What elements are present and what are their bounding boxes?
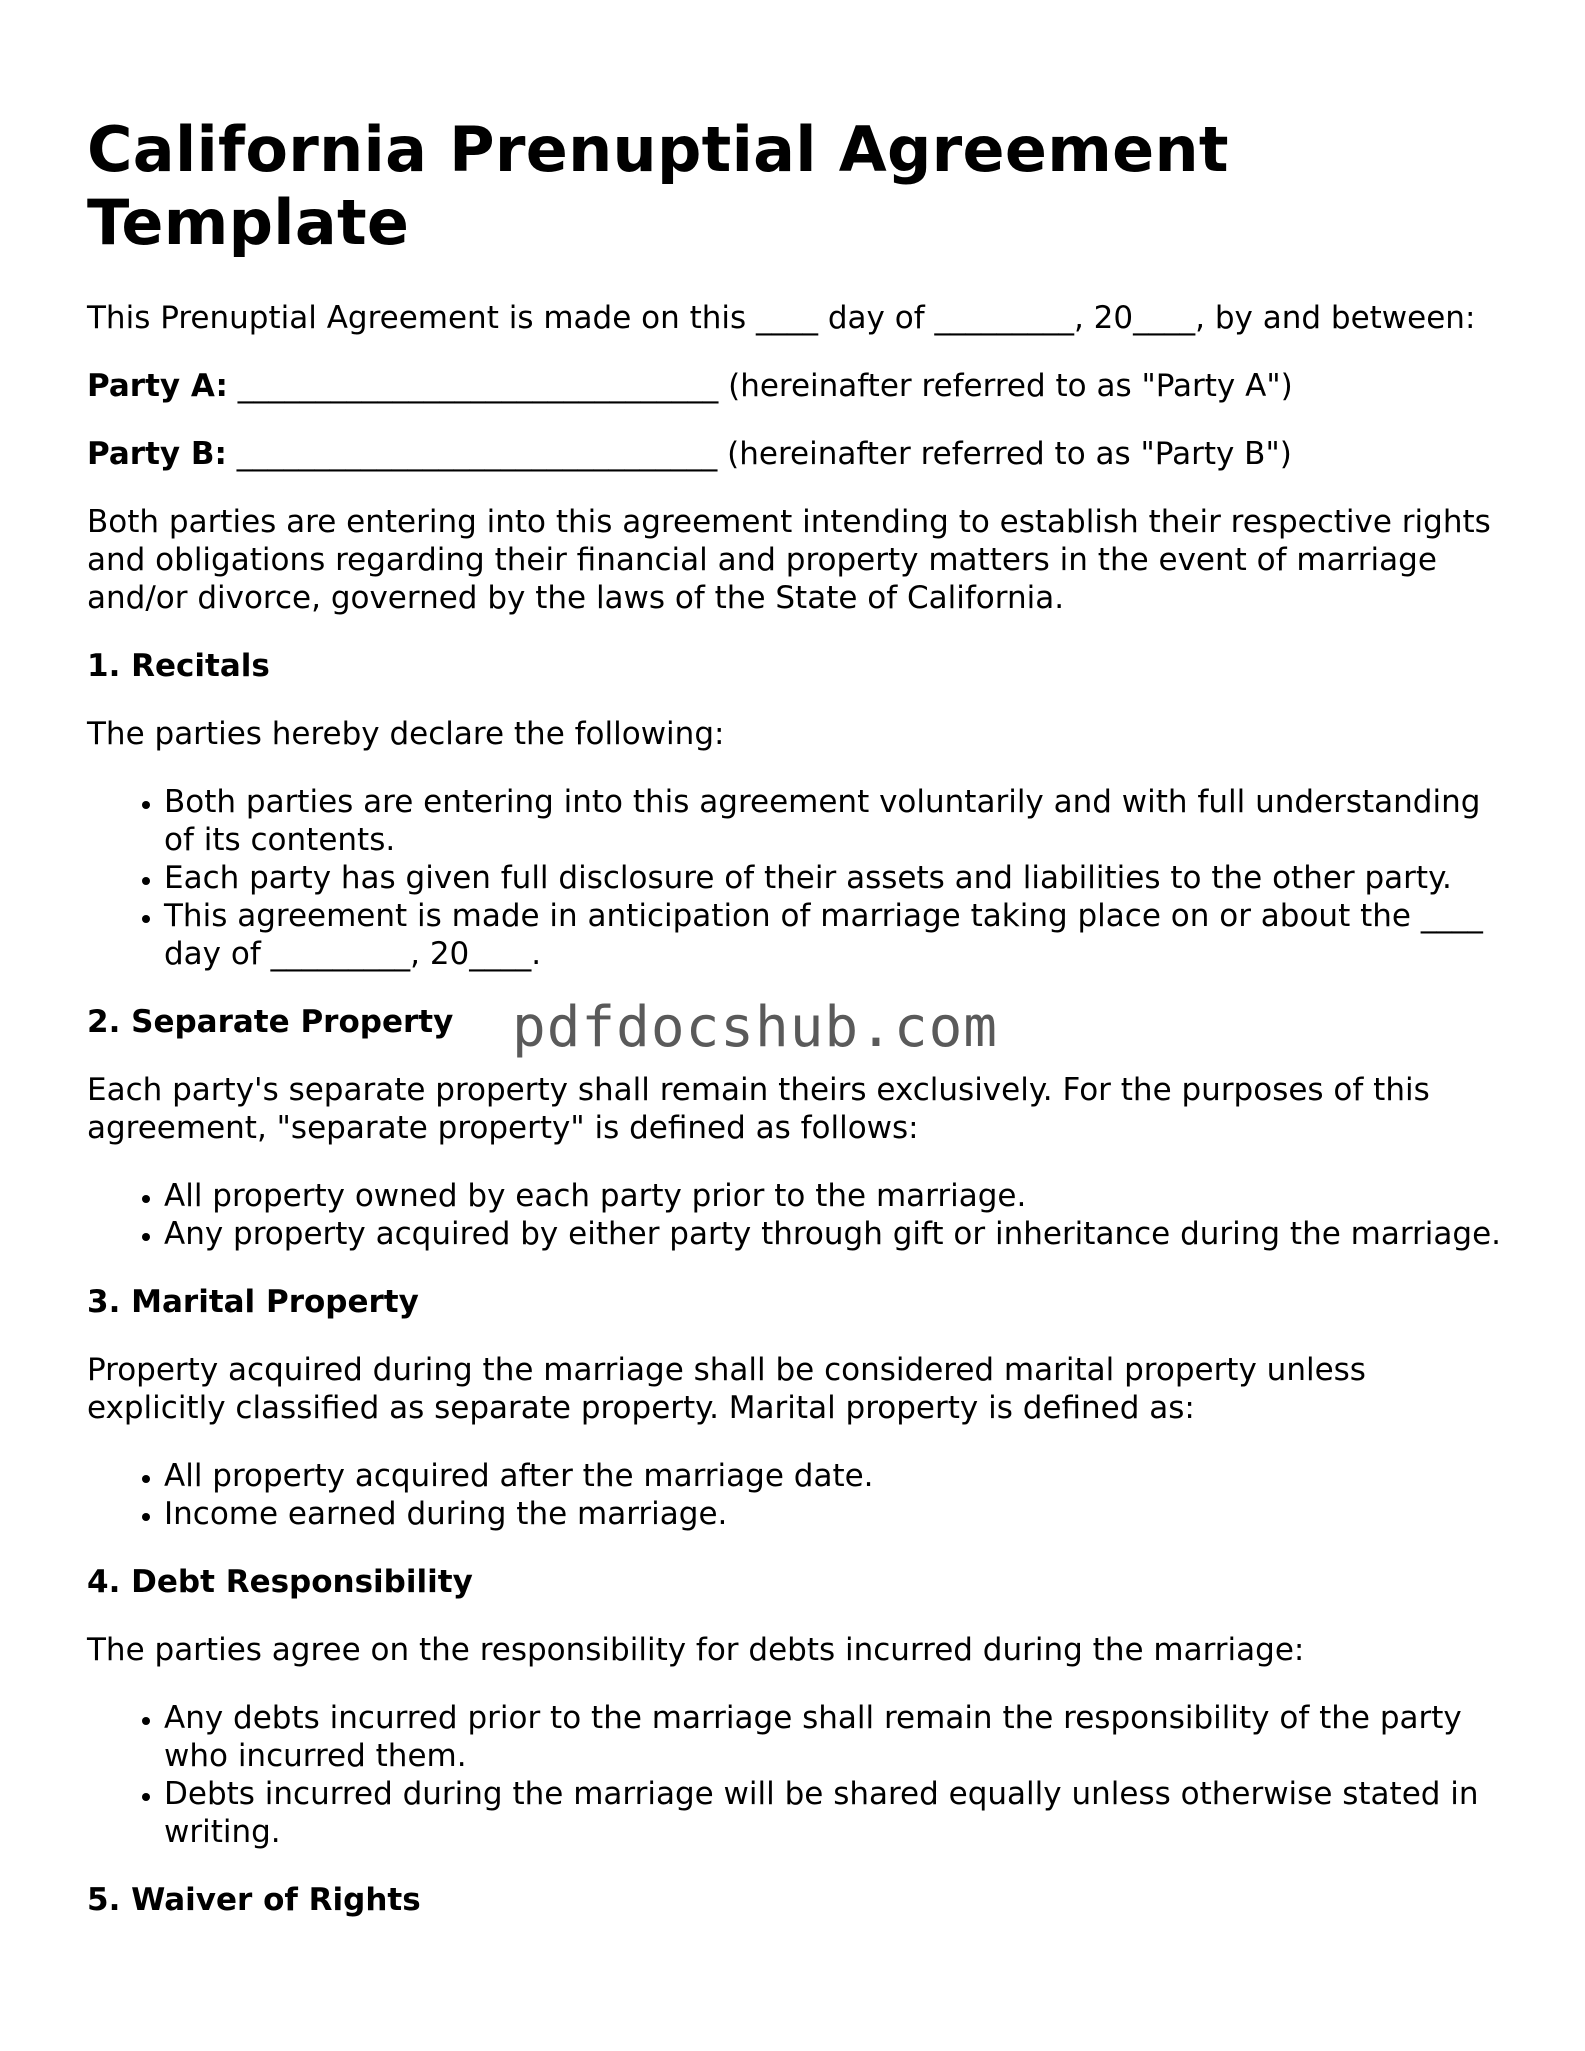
list-item: • Each party has given full disclosure of their assets and liabilities to the other party. [164,859,1507,897]
section-heading-separate-property: 2. Separate Property [87,1004,454,1040]
list-item: • All property acquired after the marriage date. [164,1457,1507,1495]
section-lead-recitals: The parties hereby declare the following: [87,716,725,752]
party-b-line [87,435,1507,473]
list-item: • All property owned by each party prior to the marriage. [164,1177,1507,1215]
section-lead-debt-responsibility: The parties agree on the responsibility for debts incurred during the marriage: [87,1632,1305,1668]
list-item: • Any debts incurred prior to the marriage shall remain the responsibility of the party who incurred them. [164,1699,1507,1775]
marital-property-list [87,1457,1507,1533]
section-heading-marital-property: 3. Marital Property [87,1284,419,1320]
intro-paragraph: This Prenuptial Agreement is made on this ____ day of _________, 20____, by and between: [87,300,1476,336]
list-item: • Any property acquired by either party through gift or inheritance during the marriage. [164,1215,1507,1253]
separate-property-list [87,1177,1507,1253]
party-a-label: Party A: [87,368,228,404]
section-heading-waiver-of-rights: 5. Waiver of Rights [87,1882,421,1918]
list-item: • Both parties are entering into this agreement voluntarily and with full understanding of its contents. [164,783,1507,859]
party-a-blank: _______________________________ (hereinafter referred to as "Party A") [227,368,1293,404]
party-b-blank: _______________________________ (hereinafter referred to as "Party B") [226,436,1292,472]
party-b-label: Party B: [87,436,227,472]
party-a-line [87,367,1507,405]
watermark-text: pdfdocshub.com [512,995,999,1060]
list-item: • Debts incurred during the marriage will be shared equally unless otherwise stated in writing. [164,1775,1507,1851]
section-lead-separate-property: Each party's separate property shall remain theirs exclusively. For the purposes of this agreement, "separate property" is defined as follows: [87,1072,1430,1146]
section-lead-marital-property: Property acquired during the marriage shall be considered marital property unless explicitly classified as separate property. Marital property is defined as: [87,1352,1366,1426]
recitals-list [87,783,1507,973]
section-heading-debt-responsibility: 4. Debt Responsibility [87,1564,473,1600]
document-title: California Prenuptial Agreement Template [87,113,1229,259]
list-item: • Income earned during the marriage. [164,1495,1507,1533]
section-heading-recitals: 1. Recitals [87,648,270,684]
debt-responsibility-list [87,1699,1507,1851]
document-page [87,0,1507,1919]
preamble-paragraph: Both parties are entering into this agreement intending to establish their respective rights and obligations regarding their financial and property matters in the event of marriage and/or divorce, governed by the laws of the State of California. [87,504,1491,616]
list-item: • This agreement is made in anticipation of marriage taking place on or about the ____ day of _________, 20____. [164,897,1507,973]
